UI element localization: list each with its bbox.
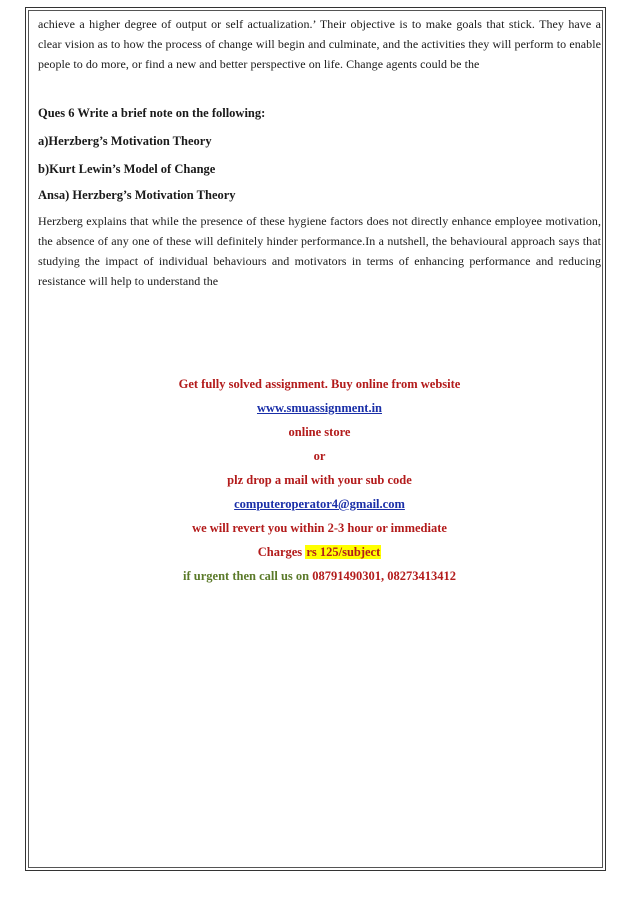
- promo-headline: Get fully solved assignment. Buy online from website: [178, 377, 461, 391]
- question-item-b: b)Kurt Lewin’s Model of Change: [38, 162, 216, 176]
- online-store-text: online store: [288, 425, 351, 439]
- urgent-label: if urgent then call us on: [183, 569, 310, 583]
- email-link[interactable]: computeroperator4@gmail.com: [234, 497, 405, 511]
- website-link[interactable]: www.smuassignment.in: [256, 401, 383, 415]
- document-body: [38, 14, 601, 291]
- urgent-line: [38, 564, 601, 588]
- charges-label: Charges: [257, 545, 303, 559]
- or-text: or: [313, 449, 326, 463]
- revert-text: we will revert you within 2-3 hour or immediate: [192, 521, 447, 535]
- phone-numbers[interactable]: 08791490301, 08273413412: [312, 569, 456, 583]
- charges-value: rs 125/subject: [306, 545, 381, 559]
- promo-block: [38, 372, 601, 588]
- intro-paragraph: achieve a higher degree of output or self actualization.’ Their objective is to make goals that stick. They have a clear vision as to how the process of change will begin and culminate, and the activities they will perform to enable people to do more, or find a new and better perspective on life. Change agents could be the: [38, 17, 601, 71]
- answer-heading: Ansa) Herzberg’s Motivation Theory: [38, 188, 236, 202]
- answer-paragraph: Herzberg explains that while the presence of these hygiene factors does not directly enhance employee motivation, the absence of any one of these will definitely hinder performance.In a nutshell, the behavioural approach says that studying the impact of individual behaviours and motivators in terms of enhancing performance and reducing resistance will help to understand the: [38, 214, 601, 288]
- charges-line: [38, 540, 601, 564]
- question-item-a: a)Herzberg’s Motivation Theory: [38, 134, 212, 148]
- mail-instruction: plz drop a mail with your sub code: [227, 473, 412, 487]
- question-heading: Ques 6 Write a brief note on the following:: [38, 106, 266, 120]
